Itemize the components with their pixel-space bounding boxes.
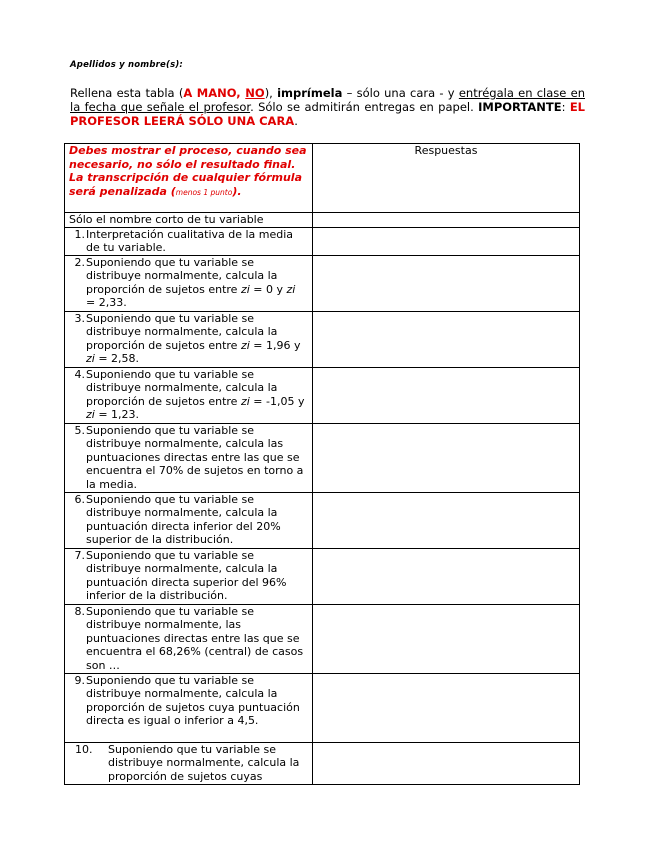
table-row: [65, 673, 580, 742]
question-cell: [65, 227, 313, 255]
answer-table: [64, 143, 580, 785]
answer-cell[interactable]: [313, 227, 580, 255]
table-header-row: [65, 144, 580, 213]
question-text: Suponiendo que tu variable se distribuye normalmente, calcula la proporción de sujetos cuyas: [108, 742, 300, 783]
question-text-part: = -1,05 y: [249, 394, 305, 408]
intro-importante: IMPORTANTE: [478, 100, 562, 114]
question-cell: [65, 548, 313, 604]
answer-cell[interactable]: [313, 673, 580, 742]
answer-cell[interactable]: [313, 604, 580, 673]
answers-header: Respuestas: [414, 144, 478, 157]
table-row: [65, 213, 580, 228]
question-cell: [65, 423, 313, 492]
z-symbol: zi: [86, 352, 95, 365]
question-number: 2.: [74, 255, 85, 269]
question-cell: [65, 492, 313, 548]
header-instructions-end: ).: [232, 184, 242, 198]
question-text: Suponiendo que tu variable se distribuye normalmente, calcula las puntuaciones directas entre las que se encuentra el 70% de sujetos en torno a la media.: [86, 423, 304, 491]
question-text: [86, 368, 308, 422]
question-text: Suponiendo que tu variable se distribuye normalmente, calcula la proporción de sujetos cuya puntuación directa es igual o inferior a 4,5.: [86, 673, 300, 727]
z-symbol: zi: [286, 282, 296, 296]
intro-entregala: entrégala en clase en la fecha que señale el profesor: [70, 86, 585, 114]
answer-cell[interactable]: [313, 311, 580, 367]
question-text: Suponiendo que tu variable se distribuye normalmente, las puntuaciones directas entre las que se encuentra el 68,26% (central) de casos son …: [86, 604, 304, 672]
intro-warning: EL PROFESOR LEERÁ SÓLO UNA CARA: [70, 100, 586, 128]
table-row: [65, 423, 580, 492]
intro-no: NO: [245, 86, 265, 100]
intro-imprimela: imprímela: [277, 86, 343, 100]
question-text-part: = 2,58.: [94, 352, 140, 365]
answer-cell[interactable]: [313, 548, 580, 604]
answer-cell[interactable]: [313, 367, 580, 423]
intro-text-2: ),: [264, 86, 278, 100]
table-row: [65, 742, 580, 784]
question-text-part: = 2,33.: [86, 296, 127, 309]
intro-colon: :: [561, 100, 570, 114]
answer-cell[interactable]: [313, 255, 580, 311]
question-text: [86, 256, 308, 310]
question-cell: [65, 673, 313, 742]
question-text-part: = 1,96 y: [249, 338, 301, 352]
question-cell: [65, 367, 313, 423]
intro-dot: .: [294, 114, 298, 128]
name-label: Apellidos y nombre(s):: [70, 60, 184, 70]
question-number: 4.: [74, 367, 85, 381]
table-row: [65, 227, 580, 255]
intro-a-mano: A MANO,: [183, 86, 246, 100]
question-number: 5.: [74, 423, 85, 437]
question-number: 1.: [74, 227, 85, 241]
question-text: Suponiendo que tu variable se distribuye normalmente, calcula la puntuación directa inferior del 20% superior de la distribución.: [86, 492, 281, 546]
question-number: 7.: [74, 548, 85, 562]
question-cell: [65, 311, 313, 367]
question-cell: [65, 604, 313, 673]
question-text-part: Suponiendo que tu variable se distribuye normalmente, calcula la proporción de sujetos entre: [86, 311, 278, 352]
intro-text-3: – sólo una cara - y: [342, 86, 459, 100]
table-row: [65, 604, 580, 673]
question-text: Suponiendo que tu variable se distribuye normalmente, calcula la puntuación directa superior del 96% inferior de la distribución.: [86, 548, 287, 602]
intro-text-4: . Sólo se admitirán entregas en papel.: [250, 100, 479, 114]
table-row: [65, 255, 580, 311]
instructions-cell: [65, 144, 313, 213]
question-text-part: = 0 y: [249, 282, 287, 296]
answers-header-cell: [313, 144, 580, 213]
question-cell: [65, 255, 313, 311]
question-number: 8.: [74, 604, 85, 618]
table-row: [65, 492, 580, 548]
question-cell: [65, 742, 313, 784]
z-symbol: zi: [240, 394, 250, 408]
question-number: 6.: [74, 492, 85, 506]
table-row: [65, 548, 580, 604]
table-row: [65, 367, 580, 423]
question-text: [86, 312, 308, 366]
answer-cell[interactable]: [313, 423, 580, 492]
z-symbol: zi: [240, 338, 250, 352]
question-number: 10.: [75, 742, 93, 756]
answer-cell[interactable]: [313, 742, 580, 784]
question-text: Interpretación cualitativa de la media de tu variable.: [86, 227, 294, 254]
answer-cell[interactable]: [313, 213, 580, 228]
question-number: 9.: [74, 673, 85, 687]
z-symbol: zi: [86, 408, 95, 421]
answer-cell[interactable]: [313, 492, 580, 548]
question-text-part: Suponiendo que tu variable se distribuye normalmente, calcula la proporción de sujetos entre: [86, 255, 278, 296]
z-symbol: zi: [240, 282, 250, 296]
short-name-label: Sólo el nombre corto de tu variable: [65, 213, 313, 228]
question-number: 3.: [74, 311, 85, 325]
intro-text-1: Rellena esta tabla (: [70, 86, 184, 100]
header-instructions: Debes mostrar el proceso, cuando sea necesario, no sólo el resultado final. La transcripción de cualquier fórmula será penalizada (: [69, 144, 307, 198]
header-penalty-note: menos 1 punto: [175, 187, 233, 197]
question-text-part: Suponiendo que tu variable se distribuye normalmente, calcula la proporción de sujetos entre: [86, 367, 278, 408]
table-row: [65, 311, 580, 367]
instructions-paragraph: [70, 86, 585, 128]
question-text-part: = 1,23.: [94, 408, 140, 421]
